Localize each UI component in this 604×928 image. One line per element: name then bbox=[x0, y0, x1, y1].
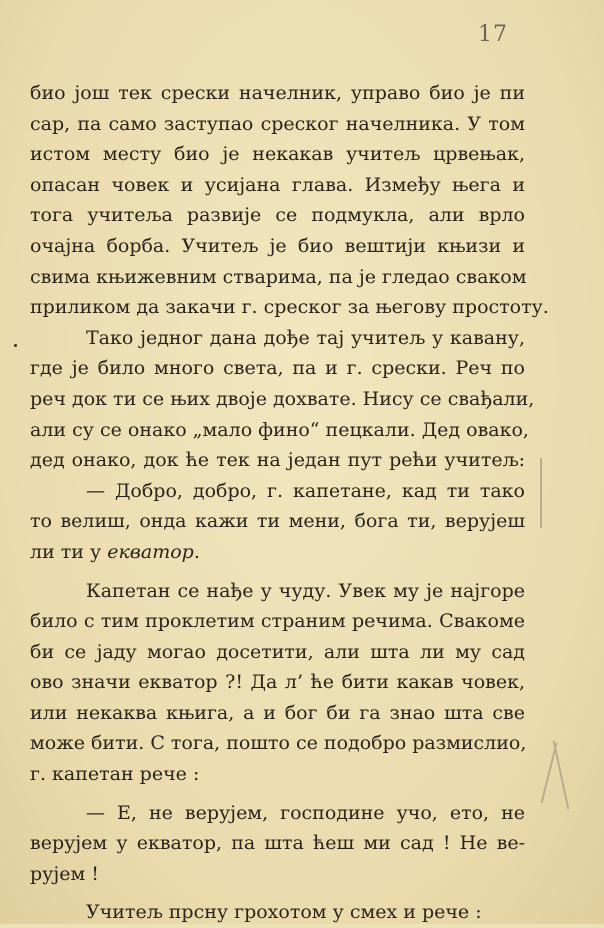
text-line: верујем у екватор, па шта ћеш ми сад ! Не ве- bbox=[30, 832, 525, 855]
text-line: Тако једног дана дође тај учитељ у кавану, bbox=[86, 326, 525, 349]
text-line: али су се онако „мало фино“ пецкали. Дед овако, bbox=[30, 418, 529, 441]
text-line: било с тим проклетим страним речима. Свакоме bbox=[30, 610, 525, 633]
text-line: г. капетан рече : bbox=[30, 763, 200, 786]
text-line: рујем ! bbox=[30, 862, 99, 885]
body-text bbox=[30, 78, 549, 928]
text-line: приликом да закачи г. среског за његову простоту. bbox=[30, 296, 549, 319]
ink-speck bbox=[14, 344, 17, 347]
margin-checkmark-stroke bbox=[553, 741, 570, 810]
text-line: или некаква књига, а и бог би га знао шта све bbox=[30, 701, 525, 724]
italic-word: екватор. bbox=[107, 540, 200, 563]
text-line: тога учитеља развије се подмукла, али врло bbox=[30, 204, 525, 227]
text-line: Учитељ прсну грохотом у смех и рече : bbox=[86, 901, 482, 924]
text-line: истом месту био је некакав учитељ црвењак, bbox=[30, 143, 525, 166]
text-line: би се јаду могао досетити, али шта ли му сад bbox=[30, 640, 525, 663]
text-line: свима књижевним стварима, па је гледао сваком bbox=[30, 265, 527, 288]
text-line: може бити. С тога, пошто се подобро размислио, bbox=[30, 732, 527, 755]
text-line: где је било много света, па и г. срески. Реч по bbox=[30, 357, 525, 380]
text-line: реч док ти се њих двоје дохвате. Нису се свађали, bbox=[30, 387, 535, 410]
text-line bbox=[30, 537, 525, 568]
text-line: очајна борба. Учитељ је био вештији књизи и bbox=[30, 234, 525, 257]
page-number: 17 bbox=[478, 22, 508, 47]
text-line: сар, па само заступао среског начелника. У том bbox=[30, 112, 525, 135]
text-line: — Е, не верујем, господине учо, ето, не bbox=[86, 801, 525, 824]
text-line: опасан човек и усијана глава. Између њега и bbox=[30, 173, 525, 196]
text-line: — Добро, добро, г. капетане, кад ти тако bbox=[86, 479, 525, 502]
text-line: дед онако, док ће тек на један пут рећи учитељ: bbox=[30, 449, 525, 472]
text-line: Капетан се нађе у чуду. Увек му је најгоре bbox=[86, 579, 525, 602]
text-fragment: ли ти у bbox=[30, 540, 102, 563]
margin-pencil-mark bbox=[540, 458, 542, 528]
text-line: био још тек срески начелник, управо био је пи bbox=[30, 82, 525, 104]
text-line: то велиш, онда кажи ти мени, бога ти, верујеш bbox=[30, 510, 525, 533]
text-line: ово значи екватор ?! Да л’ ће бити какав човек, bbox=[30, 671, 525, 694]
